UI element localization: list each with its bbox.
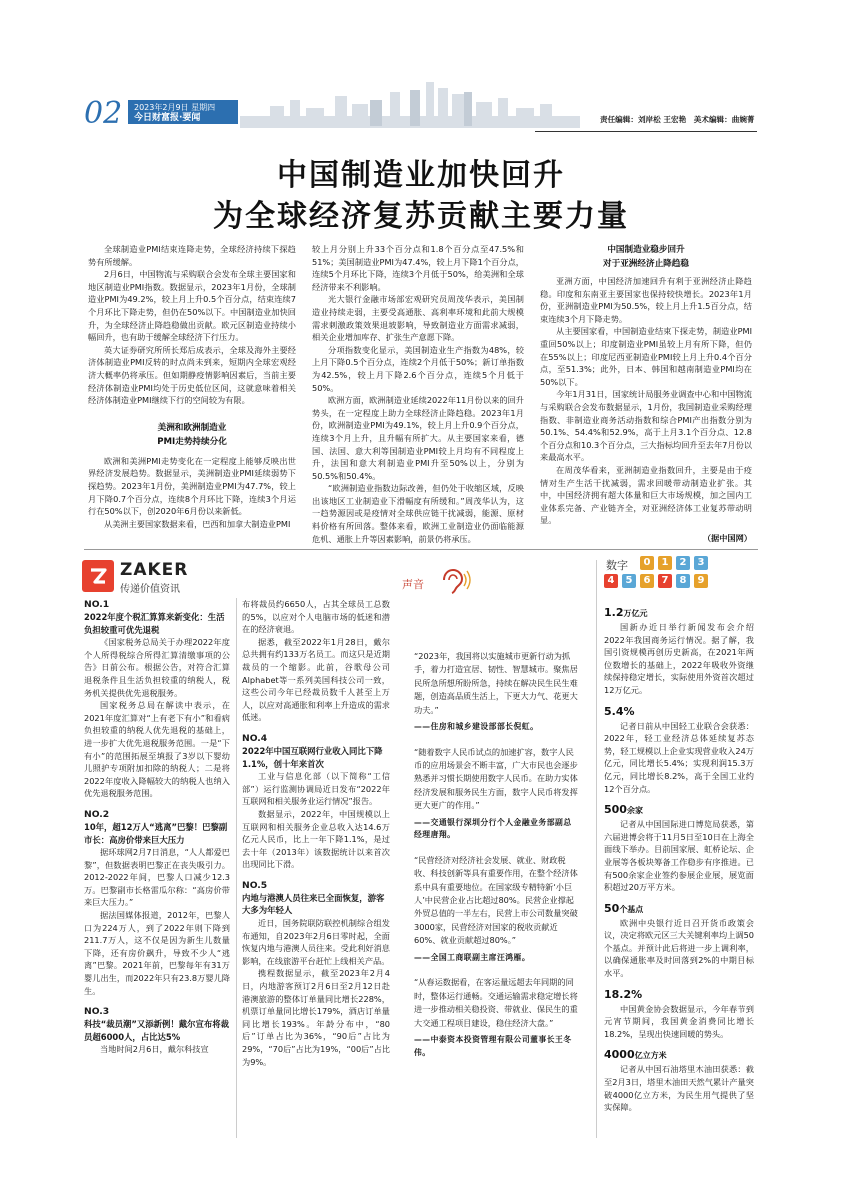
digit-tile: 0 (640, 556, 654, 570)
digit-tile: 1 (658, 556, 672, 570)
digit-tile: 2 (676, 556, 690, 570)
unit-text: 亿立方米 (634, 1051, 667, 1061)
numbers-section-label: 数字 (606, 559, 628, 572)
ear-icon (436, 566, 472, 598)
paragraph: 全球制造业PMI结束连降走势，全球经济持续下探趋势有所缓解。 (88, 244, 296, 267)
unit-text: 余家 (626, 806, 643, 816)
number-value (604, 803, 754, 818)
quote-text: “民营经济对经济社会发展、就业、财政税收、科技创新等具有重要作用，在整个经济体系中具有重要地位。在国家级专精特新‘小巨人’中民营企业占比超过80%。民营企业撑起外贸总值的一半左右，民营上市公司数量突破3000家，民营经济对国家的税收贡献近60%、就业贡献超过80%。” (414, 854, 578, 946)
news-headline: 2022年中国互联网行业收入同比下降1.1%，创十年来首次 (242, 745, 383, 769)
number-item (604, 606, 754, 697)
news-number: NO.3 (84, 1006, 110, 1018)
number-value (604, 902, 754, 917)
paragraph: 2月6日，中国物流与采购联合会发布全球主要国家和地区制造业PMI指数。数据显示，2023年1月份，全球制造业PMI为49.2%，较上月上升0.5个百分点，结束连续7个月环比下降走势，但仍在50%以下。中国制造业加快回升，为全球经济止降趋稳做出贡献。欧元区制造业持续小幅回升，也有助于缓解全球经济下行压力。 (88, 269, 296, 343)
value-text: 4000 (604, 1048, 635, 1062)
number-value (604, 606, 754, 621)
issue-date: 2023年2月9日 星期四 (134, 103, 216, 112)
paragraph: 今年1月31日，国家统计局服务业调查中心和中国物流与采购联合会发布数据显示，1月份，我国制造业采购经理指数、非制造业商务活动指数和综合PMI产出指数分别为50.1%、54.4%和52.9%，高于上月3.1个百分点、12.8个百分点和10.3个百分点，三大指标均回升至去年7月份以来最高水平。 (540, 389, 752, 463)
subheading: 中国制造业稳步回升 对于亚洲经济止降趋稳 (603, 245, 689, 269)
news-body: 当地时间2月6日，戴尔科技宣 (100, 1044, 209, 1055)
news-item (242, 732, 390, 871)
paragraph: 欧洲和美洲PMI走势变化在一定程度上能够反映出世界经济发展趋势。数据显示，美洲制造业PMI延续弱势下探趋势。2023年1月份，美洲制造业PMI为47.7%，较上月下降0.7个百分点，连续8个月环比下降，连续3个月运行在50%以下，创2020年6月份以来新低。 (88, 455, 296, 517)
digit-tile: 3 (694, 556, 708, 570)
number-value (604, 1048, 754, 1063)
paragraph: 光大银行金融市场部宏观研究员周茂华表示，美国制造业持续走弱，主要受高通胀、高利率环境和此前大规模需求刺激政策效果退坡影响，导致制造业方面需求减弱，相关企业增加库存、扩张生产意愿下降。 (312, 294, 524, 343)
number-text: 记者日前从中国轻工业联合会获悉：2022年，轻工业经济总体延续复苏态势，轻工规模以上企业实现营业收入24万亿元，同比增长5.4%；实现利润15.3万亿元，同比增长8.2%，高于全国工业约12个百分点。 (604, 720, 754, 794)
number-value (604, 705, 754, 720)
editor-credits: 责任编辑：刘岸松 王宏艳 美术编辑：曲婉菁 (600, 115, 755, 124)
news-body: 工业与信息化部（以下简称“工信部”）运行监测协调局近日发布“2022年互联网和相关服务业运行情况”报告。 (242, 771, 390, 807)
news-item (242, 879, 390, 1068)
news-item (84, 598, 230, 800)
news-body: 携程数据显示，截至2023年2月4日，内地游客预订2月6日至2月12日赴港澳旅游的整体订单量同比增长228%，机票订单量同比增长179%，酒店订单量同比增长193%。年龄分布中，“80后”订单占比为36%，“90后”占比为29%，“70后”占比为19%，“00后”占比为9%。 (242, 968, 390, 1067)
article-column-2 (312, 243, 524, 545)
number-value (604, 988, 754, 1003)
quote-text: “从春运数据看，在客运量远超去年同期的同时，整体运行通畅。交通运输需求稳定增长将进一步推动相关稳投资、带就业、保民生的重大交通工程项目建设，稳住经济大盘。” (414, 977, 578, 1028)
zaker-logo-icon (82, 560, 114, 592)
paragraph: 较上月分别上升33个百分点和1.8个百分点至47.5%和51%；美国制造业PMI为47.4%，较上月下降1个百分点，连续5个月环比下降，连续3个月低于50%，给美洲和全球经济带来不利影响。 (312, 244, 524, 292)
quote-text: “随着数字人民币试点的加速扩容，数字人民币的应用场景会不断丰富，广大市民也会逐步熟悉并习惯长期使用数字人民币。在助力实体经济发展和服务民生方面，数字人民币将发挥更大更广的作用。” (414, 746, 578, 811)
section-divider (84, 549, 758, 550)
news-headline: 2022年度个税汇算算来新变化：生活负担较重可优先退税 (84, 612, 225, 635)
page-number: 02 (84, 96, 123, 131)
news-item (84, 1005, 230, 1056)
news-body: 数据显示，2022年，中国规模以上互联网和相关服务企业总收入达14.6万亿元人民币，比上一年下降1.1%，是过去十年（2013年）该数据统计以来首次出现同比下滑。 (242, 808, 390, 870)
number-item (604, 988, 754, 1041)
digit-tile: 5 (622, 574, 636, 588)
unit-text: 个基点 (619, 904, 644, 914)
number-text: 中国黄金协会数据显示，今年春节到元宵节期间，我国黄金消费同比增长18.2%，呈现出快速回暖的势头。 (604, 1003, 754, 1039)
news-number: NO.5 (242, 879, 268, 891)
news-headline: 内地与港澳人员往来已全面恢复，游客大多为年轻人 (242, 892, 385, 916)
number-text: 记者从中国国际进口博览局获悉，第六届进博会将于11月5日至10日在上海全面线下举办。目前国家展、虹桥论坛、企业展等各板块筹备工作稳步有序推进。已有500余家企业签约参展企业展，展览面积超过20万平方米。 (604, 819, 754, 893)
skyline-illustration (240, 78, 580, 128)
news-body: 国家税务总局在解读中表示，在2021年度汇算对“上有老下有小”和看病负担较重的纳税人优先退税的基础上，进一步扩大优先退税服务范围。一是“下有小”的范围拓展至填报了3岁以下婴幼儿照护专项附加扣除的纳税人；二是将2022年度收入降幅较大的纳税人也纳入优先退税服务范围。 (84, 700, 230, 799)
column-divider (236, 598, 237, 1138)
digit-tile: 4 (604, 574, 618, 588)
numbers-column (604, 598, 754, 1114)
news-headline: 10年，超12万人“逃离”巴黎！巴黎副市长：高房价带来巨大压力 (84, 821, 228, 845)
number-text: 国新办近日举行新闻发布会介绍2022年我国商务运行情况。据了解，我国引资规模再创历史新高，在2021年两位数增长的基础上，2022年吸收外资继续保持稳定增长，实际使用外资首次超过12万亿元。 (604, 622, 754, 695)
news-number: NO.1 (84, 599, 110, 610)
article-source: （据中国网） (702, 532, 752, 543)
date-bar (128, 100, 238, 124)
number-item (604, 705, 754, 796)
unit-text: 万亿元 (623, 609, 648, 618)
news-body: 《国家税务总局关于办理2022年度个人所得税综合所得汇算清缴事项的公告》日前公布。根据公告，对符合汇算退税条件且生活负担较重的纳税人，税务机关提供优先退税服务。 (84, 637, 230, 698)
paragraph: 欧洲方面，欧洲制造业延续2022年11月份以来的回升势头，在一定程度上助力全球经济止降趋稳。2023年1月份，欧洲制造业PMI为49.1%，较上月上升0.9个百分点，连续3个月上升，且升幅有所扩大。从主要国家来看，德国、法国、意大利等国制造业PMI较上月均有不同程度上升，法国和意大利制造业PMI升至50%以上，分别为50.5%和50.4%。 (312, 395, 524, 481)
number-text: 记者从中国石油塔里木油田获悉：截至2月3日，塔里木油田天然气累计产量突破4000亿立方米，为民生用气提供了坚实保障。 (604, 1064, 754, 1113)
paragraph: 从美洲主要国家数据来看，巴西和加拿大制造业PMI (104, 518, 291, 529)
paragraph: “欧洲制造业指数边际改善，但仍处于收缩区域，反映出该地区工业制造业下滑幅度有所缓和。”周茂华认为，这一趋势源因或是疫情对全球供应链干扰减弱，能源、原材料价格有所回落。整体来看，欧洲工业制造业仍面临能源危机、通胀上升等因素影响，前景仍将承压。 (312, 483, 524, 544)
news-headline: 科技“裁员潮”又添新例！戴尔宣布将裁员超6000人，占比达5% (84, 1019, 230, 1042)
zaker-slogan: 传递价值资讯 (120, 584, 180, 595)
value-text: 500 (604, 803, 627, 817)
column-divider (596, 560, 597, 1138)
section-name: 今日财富报·要闻 (134, 113, 201, 123)
page-header (0, 0, 842, 140)
number-item (604, 803, 754, 894)
news-item (84, 808, 230, 997)
paragraph: 在周茂华看来，亚洲制造业指数回升，主要是由于疫情对生产生活干扰减弱，需求回暖带动制造业扩张。其中，中国经济拥有超大体量和巨大市场规模，加之国内工业体系完备、产业链齐全，对亚洲经济体工业复苏带动明显。 (540, 464, 752, 526)
subheading: 美洲和欧洲制造业 PMI走势持续分化 (157, 422, 227, 447)
article-title (0, 155, 842, 237)
news-body: 据法国媒体报道，2012年，巴黎人口为224万人，到了2022年则下降到211.7万人，这不仅是因为新生儿数量下降，还有房价飙升，导致不少人“逃离”巴黎。2021年前，巴黎每年有31万婴儿出生，而2022年只有23.8万婴儿降生。 (84, 910, 230, 996)
quote-attribution: ——中泰资本投资管理有限公司董事长王冬伟。 (414, 1034, 572, 1057)
paragraph: 亚洲方面，中国经济加速回升有利于亚洲经济止降趋稳。印度和东南亚主要国家也保持较快增长。2023年1月份，亚洲制造业PMI为50.5%，较上月上升1.5百分点，结束连续3个月下降走势。 (540, 276, 752, 324)
digit-tile: 6 (640, 574, 654, 588)
news-body: 据环球网2月7日消息，“人人都爱巴黎”，但数据表明巴黎正在丧失吸引力。2012-2022年间，巴黎人口减少12.3万。巴黎副市长格雷瓜尔称：“高房价带来巨大压力。” (84, 847, 230, 908)
value-text: 50 (604, 901, 620, 915)
number-item (604, 902, 754, 980)
paragraph: 英大证券研究所所长郑后成表示，全球及海外主要经济体制造业PMI反转的时点尚未到来，短期内全球宏观经济大概率仍将承压。但如期静疫情影响因素后，当前主要经济体制造业PMI均处于历史低位区间，这就意味着相关经济体制造业PMI继续下行的空间较为有限。 (88, 344, 296, 406)
article-column-3 (540, 243, 752, 544)
news-number: NO.2 (84, 808, 110, 820)
title-line-2: 为全球经济复苏贡献主要力量 (213, 199, 629, 234)
paragraph: 从主要国家看，中国制造业结束下探走势，制造业PMI重回50%以上；印度制造业PMI虽较上月有所下降，但仍在55%以上；印度尼西亚制造业PMI较上月上升0.4个百分点，至51.3%；此外，日本、韩国和越南制造业PMI均在50%以下。 (540, 326, 752, 387)
header-rule (535, 131, 757, 132)
quote-text: “2023年，我国将以实施城市更新行动为抓手，着力打造宜居、韧性、智慧城市。聚焦居民所急所想所盼所急，持续在解决民生民生难题，创造高品质生活上，下更大力气、花更大功夫。” (414, 651, 578, 715)
value-text: 5.4% (604, 704, 635, 718)
zaker-brand: ZAKER (120, 560, 189, 580)
number-item (604, 1048, 754, 1113)
paragraph: 分项指数变化显示，美国制造业生产指数为48%，较上月下降0.5个百分点，连续2个月低于50%；新订单指数为42.5%，较上月下降2.6个百分点，连续5个月低于50%。 (312, 344, 524, 393)
value-text: 18.2% (604, 987, 643, 1001)
voice-section-label: 声音 (402, 578, 424, 591)
quote-attribution: ——全国工商联副主席汪鸿雁。 (414, 952, 531, 962)
news-body: 布将裁员约6650人，占其全球员工总数的5%，以应对个人电脑市场的低迷和潜在的经济衰退。 (242, 599, 390, 635)
voice-column (414, 610, 578, 1071)
news-number: NO.4 (242, 732, 268, 744)
news-body: 据悉，截至2022年1月28日，戴尔总共拥有约133万名员工。而这只是近期裁员的一个缩影。此前，谷歌母公司Alphabet等一系列美国科技公司一致，这些公司今年已经裁员数千人甚至上万人，以应对高通胀和利率上升造成的需求低迷。 (242, 636, 390, 723)
news-body: 近日，国务院联防联控机制综合组发布通知，自2023年2月6日零时起，全面恢复内地与港澳人员往来。受此利好消息影响，在线旅游平台赶忙上线相关产品。 (242, 918, 390, 966)
digit-tile: 9 (694, 574, 708, 588)
value-text: 1.2 (604, 606, 624, 619)
quote-attribution: ——住房和城乡建设部部长倪虹。 (414, 722, 539, 732)
article-column-1 (88, 243, 296, 530)
digit-tile: 8 (676, 574, 690, 588)
zaker-column-2 (242, 598, 390, 1068)
number-text: 欧洲中央银行近日召开货币政策会议，决定将欧元区三大关键利率均上调50个基点。并预计此后将进一步上调利率，以确保通胀率及时回落到2%的中期目标水平。 (604, 917, 754, 979)
title-line-1: 中国制造业加快回升 (277, 158, 565, 193)
zaker-column-1 (84, 598, 230, 1056)
quote-attribution: ——交通银行深圳分行个人金融业务部副总经理唐翔。 (414, 817, 572, 840)
digit-tile: 7 (658, 574, 672, 588)
